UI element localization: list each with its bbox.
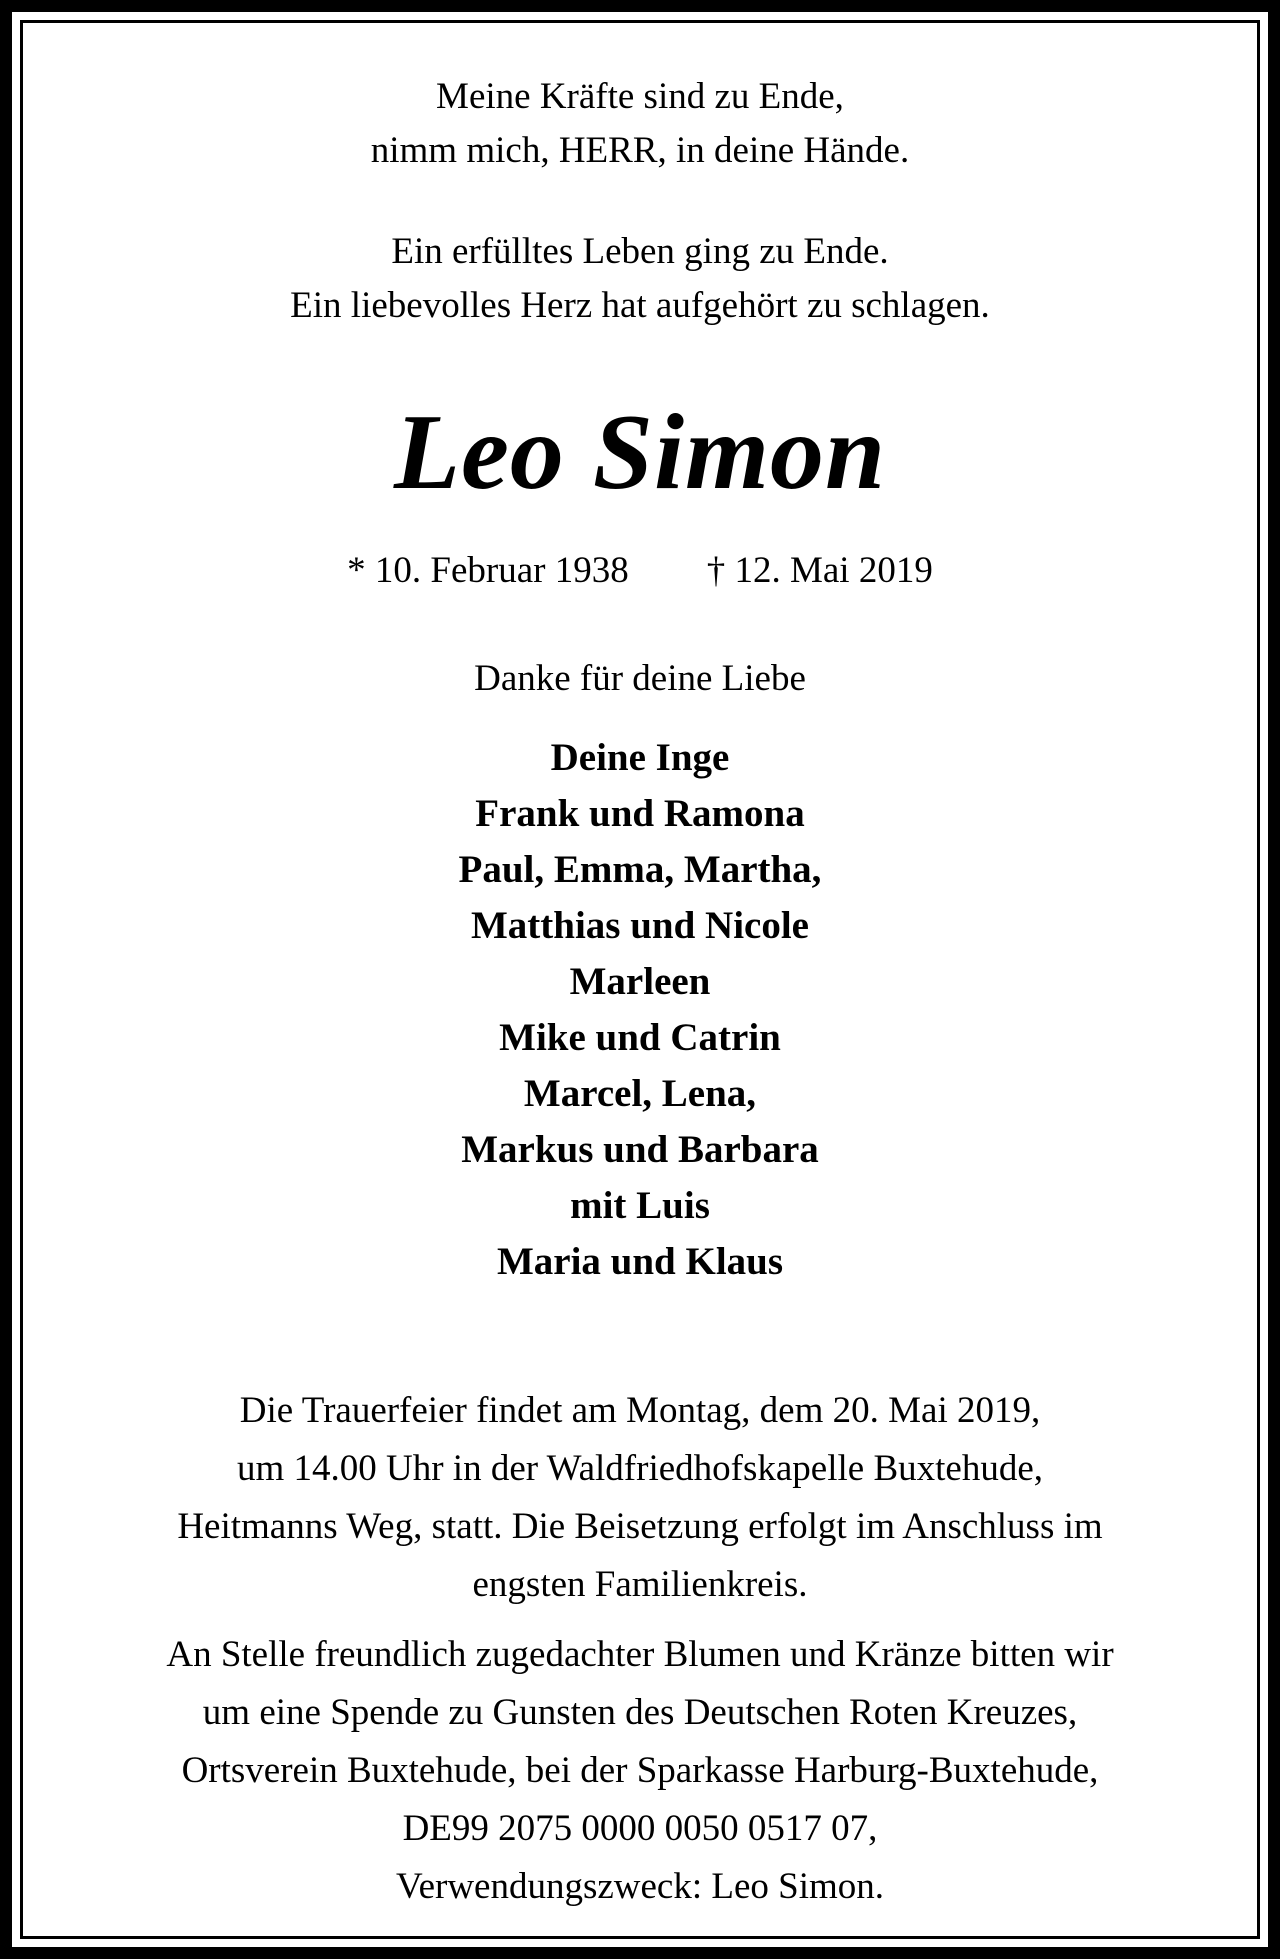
family-member: Marleen	[569, 960, 711, 1003]
intro-line: Ein erfülltes Leben ging zu Ende.	[391, 231, 889, 272]
life-dates	[30, 546, 1250, 596]
family-member: mit Luis	[570, 1184, 710, 1227]
service-line: Die Trauerfeier findet am Montag, dem 20. Mai 2019,	[239, 1390, 1041, 1431]
birth-date: * 10. Februar 1938	[347, 550, 629, 591]
family-member: Maria und Klaus	[496, 1240, 784, 1283]
donation-info	[30, 1626, 1250, 1916]
verse-line: nimm mich, HERR, in deine Hände.	[370, 130, 910, 171]
family-member: Deine Inge	[550, 736, 730, 779]
family-list	[30, 730, 1250, 1290]
donation-line: Verwendungszweck: Leo Simon.	[395, 1866, 885, 1907]
family-member: Mike und Catrin	[499, 1016, 781, 1059]
service-line: um 14.00 Uhr in der Waldfriedhofskapelle Buxtehude,	[236, 1448, 1044, 1489]
deceased-name: Leo Simon	[393, 393, 887, 512]
obituary-notice	[30, 30, 1250, 1916]
family-member: Matthias und Nicole	[470, 904, 809, 947]
service-line: engsten Familienkreis.	[472, 1564, 808, 1605]
funeral-service-info	[30, 1382, 1250, 1614]
intro-text	[30, 225, 1250, 333]
death-date: † 12. Mai 2019	[706, 550, 933, 591]
donation-line: An Stelle freundlich zugedachter Blumen und Kränze bitten wir	[166, 1634, 1114, 1675]
family-member: Paul, Emma, Martha,	[458, 848, 822, 891]
family-member: Markus und Barbara	[461, 1128, 819, 1171]
verse	[30, 70, 1250, 178]
donation-line: um eine Spende zu Gunsten des Deutschen Roten Kreuzes,	[202, 1692, 1078, 1733]
donation-line: Ortsverein Buxtehude, bei der Sparkasse Harburg-Buxtehude,	[181, 1750, 1099, 1791]
verse-line: Meine Kräfte sind zu Ende,	[436, 76, 844, 117]
intro-line: Ein liebevolles Herz hat aufgehört zu schlagen.	[290, 285, 990, 326]
family-member: Marcel, Lena,	[523, 1072, 757, 1115]
thanks-line: Danke für deine Liebe	[474, 658, 806, 699]
service-line: Heitmanns Weg, statt. Die Beisetzung erfolgt im Anschluss im	[177, 1506, 1103, 1547]
family-member: Frank und Ramona	[475, 792, 805, 835]
donation-iban: DE99 2075 0000 0050 0517 07,	[402, 1808, 878, 1849]
